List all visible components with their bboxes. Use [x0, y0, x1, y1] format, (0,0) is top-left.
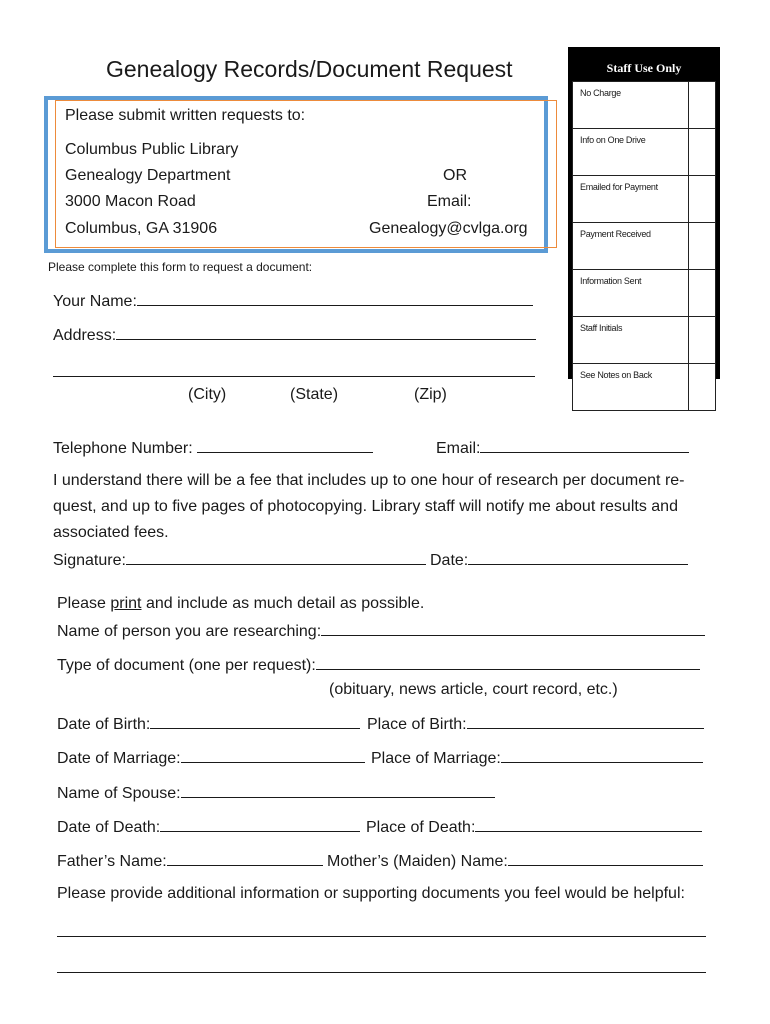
- staff-checkbox[interactable]: [689, 364, 716, 411]
- library-email: Genealogy@cvlga.org: [369, 220, 528, 237]
- dob-field[interactable]: [150, 714, 360, 729]
- date-label: Date:: [430, 552, 469, 569]
- staff-checkbox[interactable]: [689, 270, 716, 317]
- spouse-row: [57, 783, 495, 803]
- staff-row-label: No Charge: [573, 82, 689, 129]
- signature-label: Signature:: [53, 552, 126, 569]
- staff-row: [573, 317, 716, 364]
- dod-row: [57, 817, 360, 837]
- name-label: Your Name:: [53, 293, 137, 310]
- form-intro: Please complete this form to request a document:: [48, 260, 313, 274]
- staff-row-label: Emailed for Payment: [573, 176, 689, 223]
- father-label: Father’s Name:: [57, 853, 167, 870]
- pob-label: Place of Birth:: [367, 716, 467, 733]
- email-label: Email:: [427, 193, 472, 210]
- address-row: [53, 325, 536, 345]
- pom-field[interactable]: [501, 748, 703, 763]
- or-label: OR: [443, 167, 467, 184]
- pob-field[interactable]: [467, 714, 704, 729]
- signature-row: [53, 550, 426, 570]
- additional-info-line-2[interactable]: [57, 958, 706, 973]
- staff-row: [573, 176, 716, 223]
- fee-text-line-2: quest, and up to five pages of photocopying. Library staff will notify me about results and: [53, 498, 678, 515]
- signature-field[interactable]: [126, 550, 426, 565]
- father-row: [57, 851, 323, 871]
- print-instruction: [57, 595, 424, 613]
- phone-label: Telephone Number:: [53, 440, 193, 457]
- staff-use-heading: Staff Use Only: [606, 61, 682, 75]
- pod-field[interactable]: [475, 817, 702, 832]
- department-name: Genealogy Department: [65, 167, 231, 184]
- state-caption: (State): [290, 386, 339, 403]
- mother-row: [327, 851, 703, 871]
- staff-row: [573, 129, 716, 176]
- spouse-label: Name of Spouse:: [57, 785, 181, 802]
- spouse-field[interactable]: [181, 783, 495, 798]
- requester-email-field[interactable]: [480, 438, 689, 453]
- submit-heading: Please submit written requests to:: [65, 107, 306, 124]
- staff-checkbox[interactable]: [689, 82, 716, 129]
- staff-row-label: See Notes on Back: [573, 364, 689, 411]
- staff-row-label: Info on One Drive: [573, 129, 689, 176]
- date-field[interactable]: [468, 550, 688, 565]
- phone-row: [53, 438, 373, 458]
- doc-type-hint: (obituary, news article, court record, etc.): [329, 681, 618, 698]
- dod-label: Date of Death:: [57, 819, 161, 836]
- dob-label: Date of Birth:: [57, 716, 151, 733]
- additional-info-prompt: Please provide additional information or supporting documents you feel would be helpful:: [57, 885, 685, 902]
- person-field[interactable]: [321, 621, 705, 636]
- doc-type-field[interactable]: [316, 655, 700, 670]
- staff-row-label: Payment Received: [573, 223, 689, 270]
- dod-field[interactable]: [160, 817, 360, 832]
- street-address: 3000 Macon Road: [65, 193, 196, 210]
- mother-label: Mother’s (Maiden) Name:: [327, 853, 508, 870]
- city-address: Columbus, GA 31906: [65, 220, 218, 237]
- staff-use-table: [572, 81, 716, 411]
- doc-type-label: Type of document (one per request):: [57, 657, 316, 674]
- doc-type-row: [57, 655, 700, 675]
- staff-row: [573, 82, 716, 129]
- staff-row: [573, 270, 716, 317]
- phone-field[interactable]: [197, 438, 373, 453]
- staff-checkbox[interactable]: [689, 129, 716, 176]
- pob-row: [367, 714, 704, 734]
- pod-label: Place of Death:: [366, 819, 476, 836]
- dom-row: [57, 748, 365, 768]
- fee-text-line-3: associated fees.: [53, 524, 169, 541]
- staff-checkbox[interactable]: [689, 317, 716, 364]
- pom-row: [371, 748, 703, 768]
- staff-row: [573, 223, 716, 270]
- address-line-2-field[interactable]: [53, 362, 535, 377]
- staff-row-label: Staff Initials: [573, 317, 689, 364]
- page-title: Genealogy Records/Document Request: [106, 56, 513, 82]
- staff-row: [573, 364, 716, 411]
- staff-checkbox[interactable]: [689, 223, 716, 270]
- dom-field[interactable]: [181, 748, 365, 763]
- person-label: Name of person you are researching:: [57, 623, 322, 640]
- city-caption: (City): [188, 386, 227, 403]
- dob-row: [57, 714, 360, 734]
- address-field[interactable]: [116, 325, 536, 340]
- person-row: [57, 621, 705, 641]
- additional-info-line-1[interactable]: [57, 922, 706, 937]
- zip-caption: (Zip): [414, 386, 447, 403]
- address-label: Address:: [53, 327, 117, 344]
- mother-field[interactable]: [508, 851, 703, 866]
- library-name: Columbus Public Library: [65, 141, 239, 158]
- fee-text-line-1: I understand there will be a fee that includes up to one hour of research per document re-: [53, 472, 685, 489]
- print-instruction-pre: Please: [57, 595, 111, 612]
- staff-use-panel: [568, 47, 720, 379]
- date-row: [430, 550, 688, 570]
- pom-label: Place of Marriage:: [371, 750, 501, 767]
- email-row: [436, 438, 689, 458]
- print-instruction-emphasis: print: [110, 595, 142, 612]
- pod-row: [366, 817, 702, 837]
- requester-email-label: Email:: [436, 440, 481, 457]
- name-field[interactable]: [137, 291, 533, 306]
- name-row: [53, 291, 533, 311]
- staff-checkbox[interactable]: [689, 176, 716, 223]
- father-field[interactable]: [167, 851, 323, 866]
- print-instruction-post: and include as much detail as possible.: [141, 595, 425, 612]
- dom-label: Date of Marriage:: [57, 750, 181, 767]
- staff-row-label: Information Sent: [573, 270, 689, 317]
